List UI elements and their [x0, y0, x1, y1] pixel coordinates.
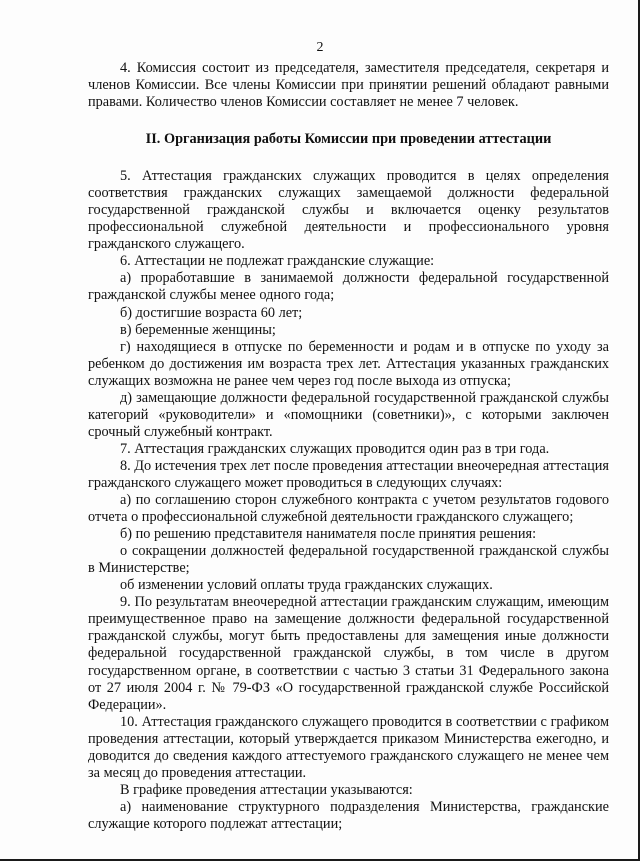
paragraph-4: 4. Комиссия состоит из председателя, заместителя председателя, секретаря и членов Комиссии. Все члены Комиссии при принятии решений обладают равными правами. Количество членов Комиссии составляет не менее 7 человек.: [88, 60, 609, 111]
paragraph-6a: а) проработавшие в занимаемой должности федеральной государственной гражданской службы менее одного года;: [88, 270, 609, 304]
section-heading: II. Организация работы Комиссии при проведении аттестации: [145, 131, 552, 148]
paragraph-6v: в) беременные женщины;: [120, 321, 276, 338]
paragraph-10: 10. Аттестация гражданского служащего проводится в соответствии с графиком проведения аттестации, который утверждается приказом Министерства ежегодно, и доводится до сведения каждого аттестуемого гражданского служащего не менее чем за месяц до проведения аттестации.: [88, 713, 609, 781]
paragraph-10-schedule: В графике проведения аттестации указываются:: [120, 781, 413, 798]
paragraph-8: 8. До истечения трех лет после проведения аттестации внеочередная аттестация гражданского служащего может проводиться в следующих случаях:: [88, 457, 609, 491]
page-number: 2: [316, 40, 324, 55]
paragraph-6b: б) достигшие возраста 60 лет;: [120, 304, 303, 321]
paragraph-6g: г) находящиеся в отпуске по беременности и родам и в отпуске по уходу за ребенком до достижения им возраста трех лет. Аттестация указанных гражданских служащих возможна не ранее чем через год после выхода из отпуска;: [88, 338, 609, 389]
paragraph-8b-2: об изменении условий оплаты труда гражданских служащих.: [120, 577, 493, 594]
document-body: [88, 60, 609, 833]
paragraph-6: 6. Аттестации не подлежат гражданские служащие:: [120, 253, 435, 270]
paragraph-9: 9. По результатам внеочередной аттестации гражданским служащим, имеющим преимущественное право на замещение должности федеральной государственной гражданской службы, могут быть предоставлены для замещения иные должности федеральной государственной гражданской службы, в том числе в другом государственном органе, в соответствии с частью 3 статьи 31 Федерального закона от 27 июля 2004 г. № 79-ФЗ «О государственной гражданской службе Российской Федерации».: [88, 594, 609, 713]
paragraph-8a: а) по соглашению сторон служебного контракта с учетом результатов годового отчета о профессиональной служебной деятельности гражданского служащего;: [88, 492, 609, 526]
paragraph-5: 5. Аттестация гражданских служащих проводится в целях определения соответствия гражданских служащих замещаемой должности федеральной государственной гражданской службы и включается оценку результатов профессиональной служебной деятельности и профессионального уровня гражданского служащего.: [88, 168, 609, 253]
paragraph-8b: б) по решению представителя нанимателя после принятия решения:: [120, 526, 537, 543]
paragraph-8b-1: о сокращении должностей федеральной государственной гражданской службы в Министерстве;: [88, 543, 609, 577]
paragraph-10a: а) наименование структурного подразделения Министерства, гражданские служащие которого подлежат аттестации;: [88, 798, 609, 832]
paragraph-6d: д) замещающие должности федеральной государственной гражданской службы категорий «руководители» и «помощники (советники)», с которыми заключен срочный служебный контракт.: [88, 389, 609, 440]
paragraph-7: 7. Аттестация гражданских служащих проводится один раз в три года.: [120, 440, 550, 457]
